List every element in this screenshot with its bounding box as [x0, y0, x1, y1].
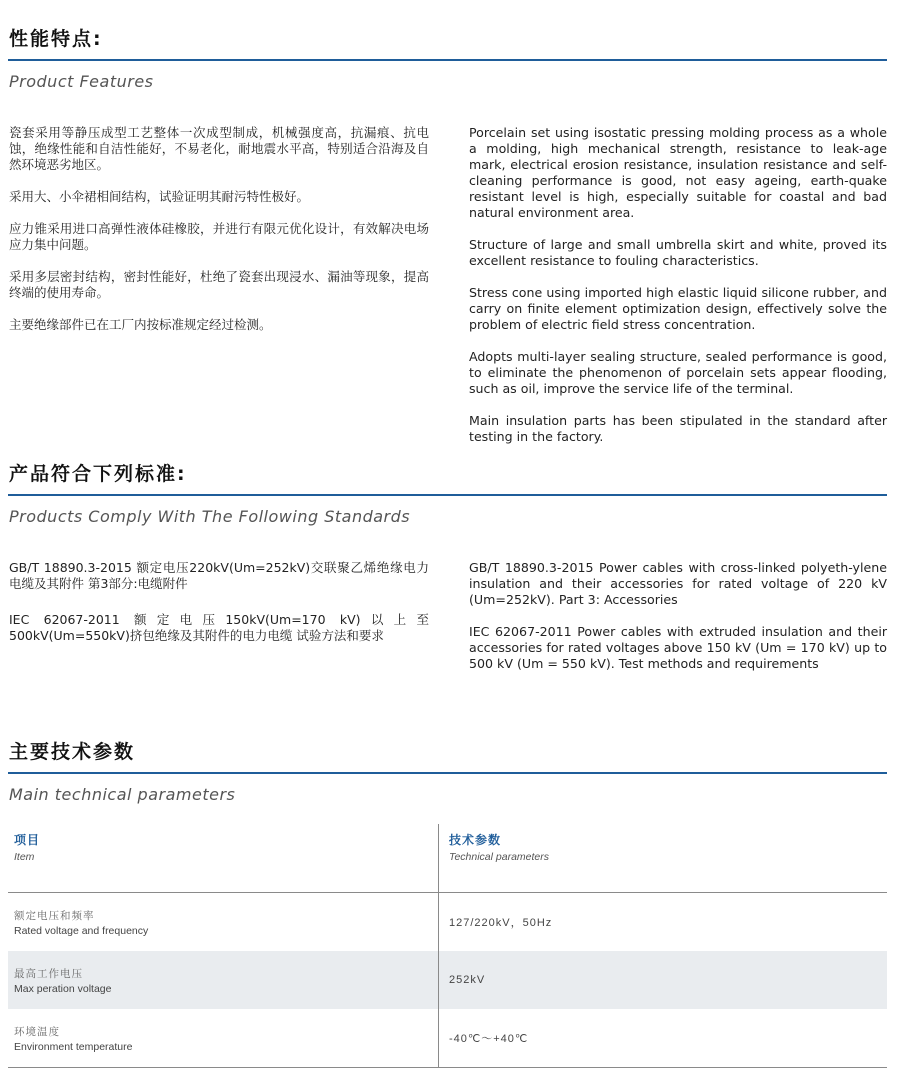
paragraph: 采用多层密封结构，密封性能好，杜绝了瓷套出现浸水、漏油等现象，提高终端的使用寿命。 — [9, 269, 429, 300]
paragraph: Porcelain set using isostatic pressing molding process as a whole a molding, high mechanical strength, resistance to leak-age mark, electrical erosion resistance, insulation resistance and self-cleaning performance is good, not easy ageing, earth-quake resistant level is high, especially suitable for coastal and bad natural environment area. — [469, 125, 887, 220]
value-cell: 127/220kV，50Hz — [449, 917, 553, 929]
item-cn: 额定电压和频率 — [14, 909, 95, 922]
standards-title-en: Products Comply With The Following Standards — [9, 507, 411, 526]
params-title-cn: 主要技术参数 — [9, 741, 136, 763]
header-value-cell — [439, 824, 888, 893]
paragraph: IEC 62067-2011 额定电压150kV(Um=170 kV)以上至500kV(Um=550kV)挤包绝缘及其附件的电力电缆 试验方法和要求 — [9, 612, 429, 643]
header-item-en: Item — [14, 851, 35, 863]
features-cn-text — [9, 125, 429, 349]
table-row — [8, 1009, 887, 1068]
parameters-table — [8, 824, 887, 1068]
section-divider — [8, 59, 887, 61]
item-en: Rated voltage and frequency — [14, 924, 149, 937]
params-title-en: Main technical parameters — [9, 785, 236, 804]
paragraph: Adopts multi-layer sealing structure, sealed performance is good, to eliminate the phenomenon of porcelain sets appear flooding, such as oil, improve the service life of the terminal. — [469, 349, 887, 396]
paragraph: GB/T 18890.3-2015 Power cables with cross-linked polyeth-ylene insulation and their accessories for rated voltage of 220 kV (Um=252kV). Part 3: Accessories — [469, 560, 887, 607]
paragraph: Stress cone using imported high elastic liquid silicone rubber, and carry on finite element optimization design, effectively solve the problem of electric field stress concentration. — [469, 285, 887, 332]
value-cell: -40℃～+40℃ — [439, 1009, 888, 1068]
paragraph: 应力锥采用进口高弹性液体硅橡胶，并进行有限元优化设计，有效解决电场应力集中问题。 — [9, 221, 429, 252]
standards-title-cn: 产品符合下列标准: — [9, 463, 187, 485]
table-row — [8, 951, 887, 1009]
paragraph: 主要绝缘部件已在工厂内按标准规定经过检测。 — [9, 317, 272, 332]
item-cell — [8, 893, 439, 952]
value-cell: 252kV — [439, 951, 888, 1009]
item-cn: 环境温度 — [14, 1025, 60, 1038]
features-title-cn: 性能特点: — [9, 28, 103, 50]
item-cell — [8, 1009, 439, 1068]
standards-cn-text — [9, 560, 429, 660]
paragraph: IEC 62067-2011 Power cables with extruded insulation and their accessories for rated voltages above 150 kV (Um = 170 kV) up to 500 kV (Um = 550 kV). Test methods and requirements — [469, 624, 887, 671]
item-en: Max peration voltage — [14, 982, 112, 995]
paragraph: 瓷套采用等静压成型工艺整体一次成型制成，机械强度高，抗漏痕、抗电蚀，绝缘性能和自洁性能好，不易老化，耐地震水平高，特别适合沿海及自然环境恶劣地区。 — [9, 125, 429, 172]
section-divider — [8, 772, 887, 774]
table-row — [8, 893, 887, 952]
header-value-en: Technical parameters — [449, 851, 549, 863]
section-divider — [8, 494, 887, 496]
item-cell — [8, 951, 439, 1009]
features-title-en: Product Features — [9, 72, 154, 91]
table-header-row — [8, 824, 887, 893]
standards-en-text — [469, 560, 887, 688]
header-item-cell — [8, 824, 439, 893]
header-item-cn: 项目 — [14, 833, 41, 847]
paragraph: Main insulation parts has been stipulated in the standard after testing in the factory. — [469, 413, 887, 444]
header-value-cn: 技术参数 — [449, 833, 502, 847]
paragraph: 采用大、小伞裙相间结构，试验证明其耐污特性极好。 — [9, 189, 310, 204]
item-en: Environment temperature — [14, 1040, 133, 1053]
features-en-text — [469, 125, 887, 461]
paragraph: Structure of large and small umbrella skirt and white, proved its excellent resistance to fouling characteristics. — [469, 237, 887, 268]
item-cn: 最高工作电压 — [14, 967, 83, 980]
paragraph: GB/T 18890.3-2015 额定电压220kV(Um=252kV)交联聚乙烯绝缘电力电缆及其附件 第3部分:电缆附件 — [9, 560, 429, 591]
